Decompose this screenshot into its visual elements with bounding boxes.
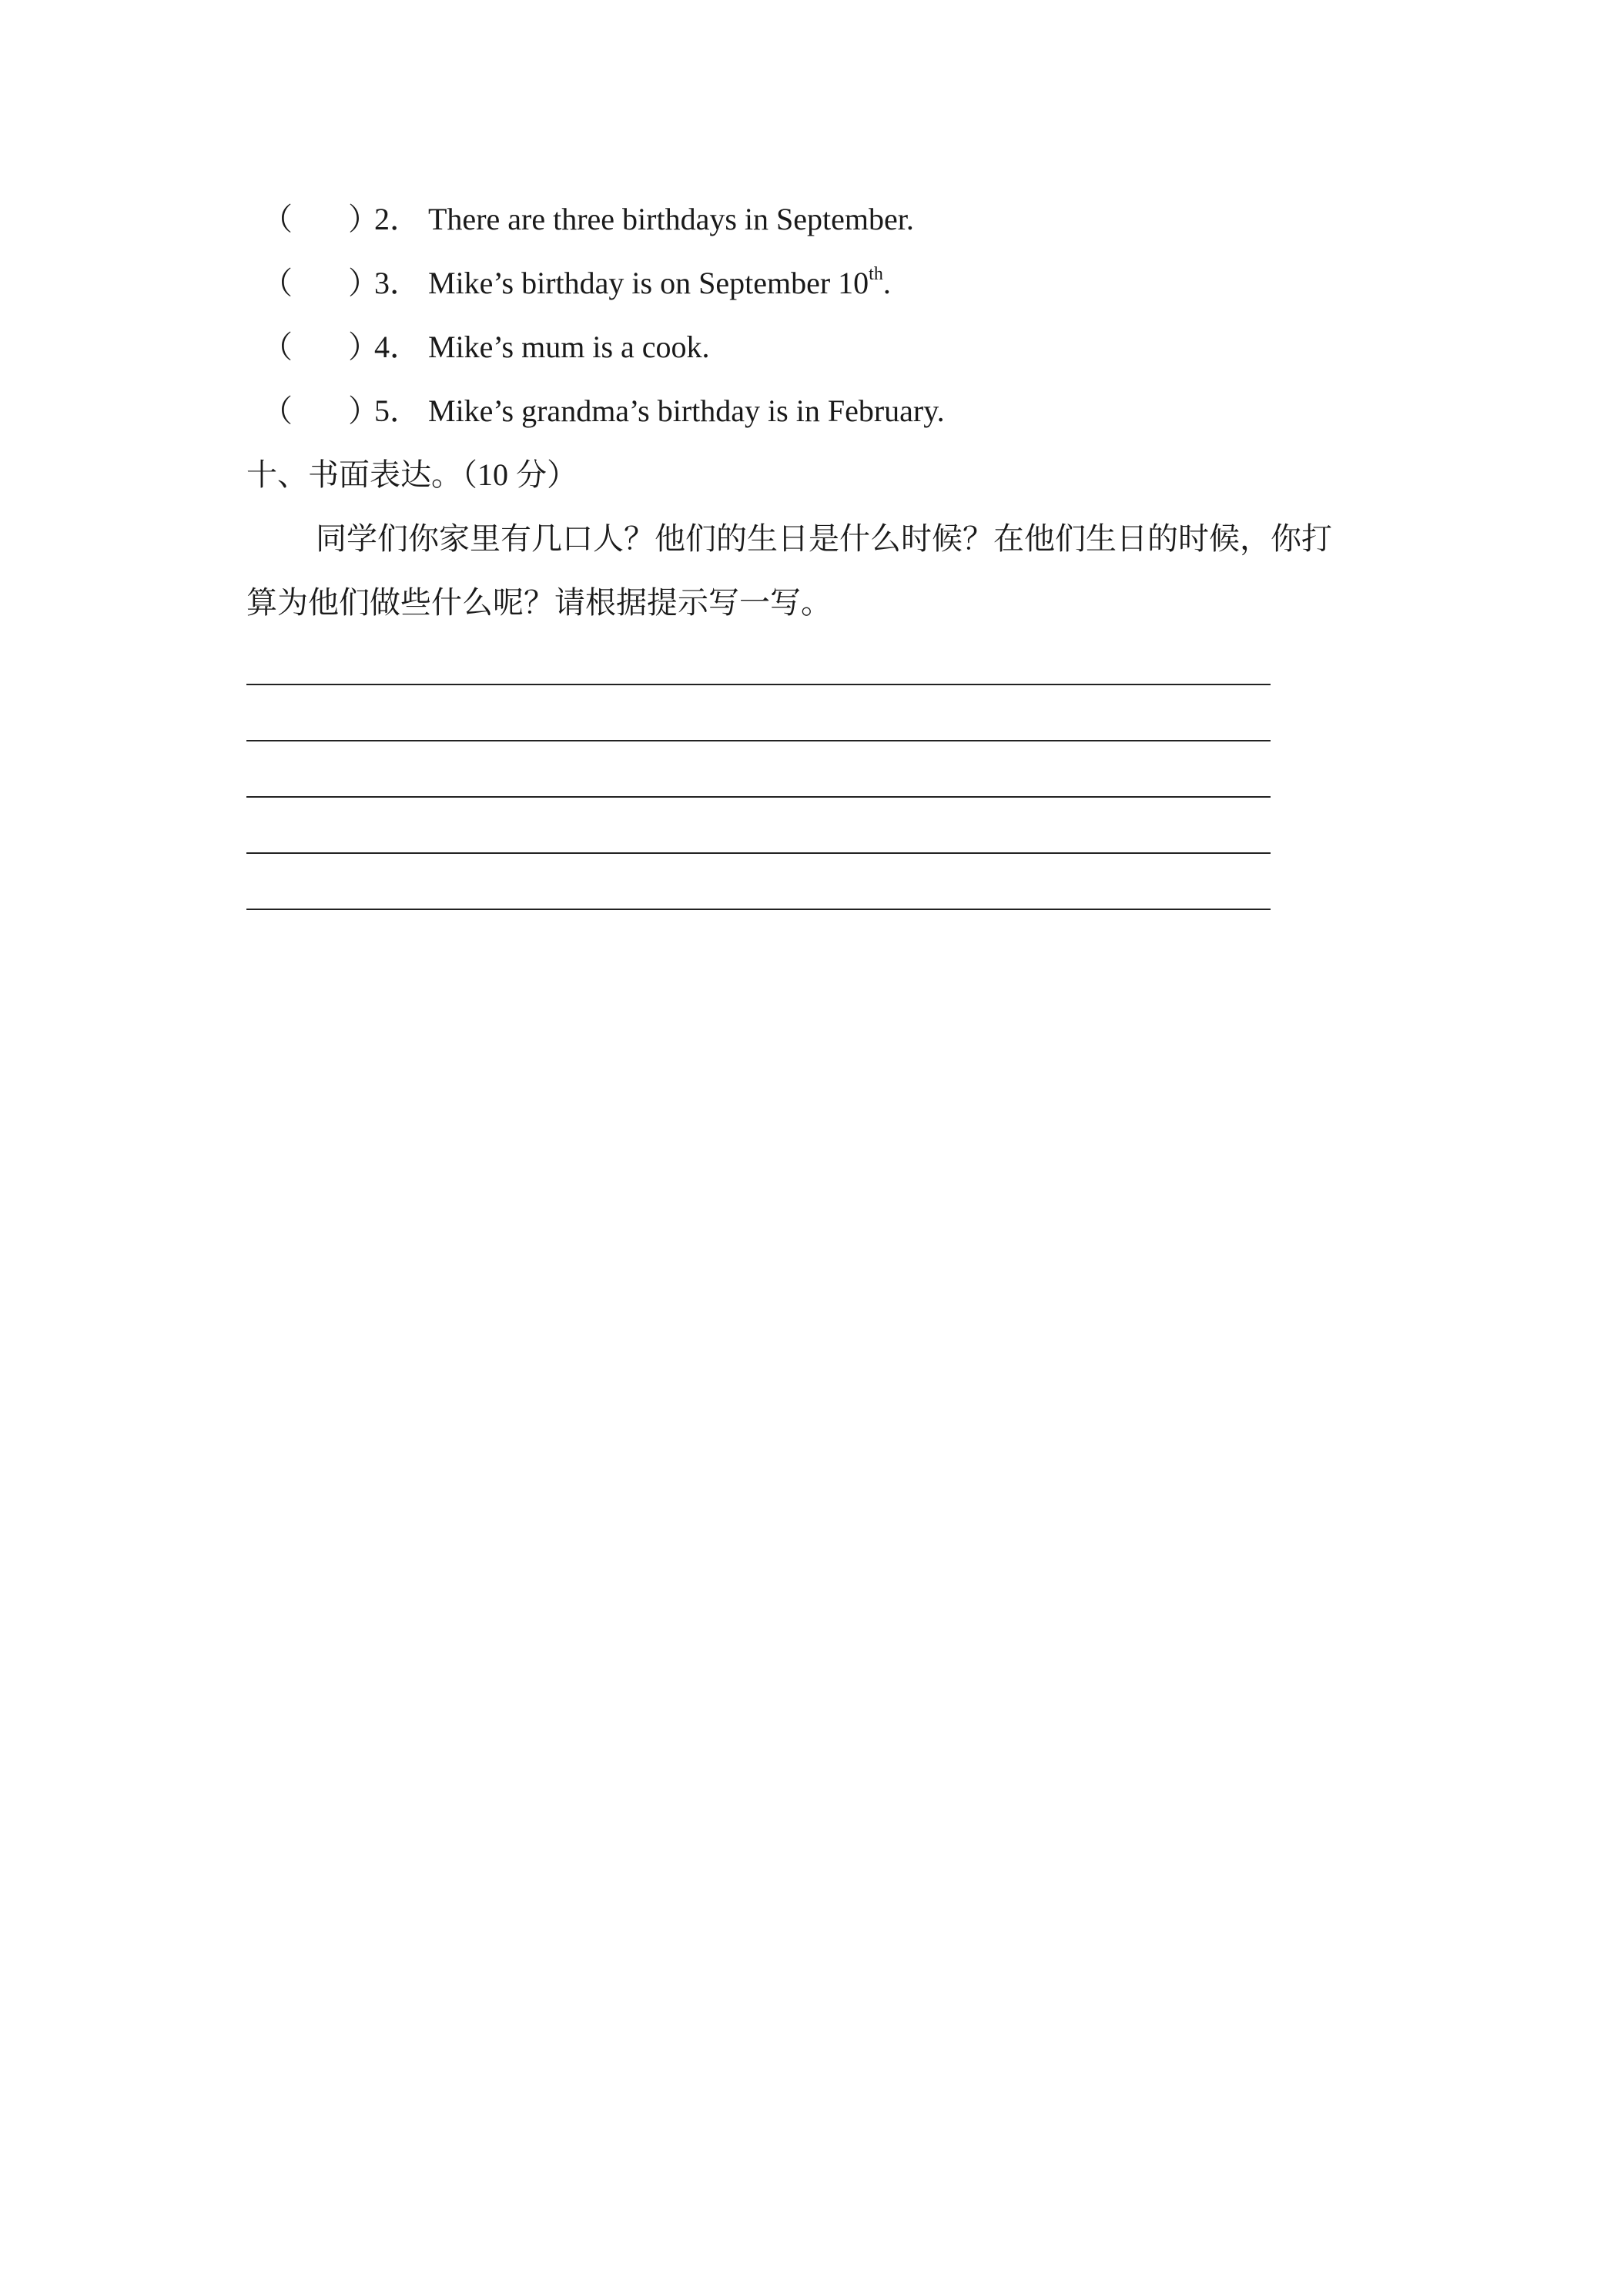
item-number: 4． bbox=[374, 330, 420, 364]
ordinal-suffix: th bbox=[869, 264, 883, 284]
answer-line[interactable] bbox=[246, 684, 1271, 685]
answer-blank-open: （ bbox=[262, 266, 293, 300]
answer-blank-close: ） bbox=[348, 266, 379, 300]
item-sentence: Mike’s mum is a cook. bbox=[428, 330, 710, 364]
answer-blank-open: （ bbox=[262, 393, 293, 428]
answer-blank-open: （ bbox=[262, 202, 293, 236]
item-sentence: Mike’s grandma’s birthday is in February. bbox=[428, 393, 945, 428]
item-sentence: Mike’s birthday is on September 10th. bbox=[428, 264, 891, 300]
answer-blank-close: ） bbox=[348, 202, 379, 236]
answer-line[interactable] bbox=[246, 740, 1271, 741]
section-score: （10 分） bbox=[462, 457, 578, 492]
answer-blank-close: ） bbox=[348, 330, 379, 364]
answer-line[interactable] bbox=[246, 796, 1271, 798]
item-number: 2． bbox=[374, 202, 420, 236]
section-heading-writing bbox=[246, 452, 578, 498]
item-sentence: There are three birthdays in September. bbox=[428, 202, 914, 236]
writing-prompt-line-1: 同学们你家里有几口人？他们的生日是什么时候？在他们生日的时候，你打 bbox=[316, 521, 1332, 557]
item-number: 3． bbox=[374, 266, 420, 300]
writing-prompt-line-2: 算为他们做些什么呢？请根据提示写一写。 bbox=[246, 585, 832, 621]
answer-blank-close: ） bbox=[348, 393, 379, 428]
section-title: 十、书面表达。 bbox=[246, 457, 462, 493]
answer-blank-open: （ bbox=[262, 330, 293, 364]
answer-line[interactable] bbox=[246, 909, 1271, 910]
item-number: 5． bbox=[374, 393, 420, 428]
answer-line[interactable] bbox=[246, 852, 1271, 854]
